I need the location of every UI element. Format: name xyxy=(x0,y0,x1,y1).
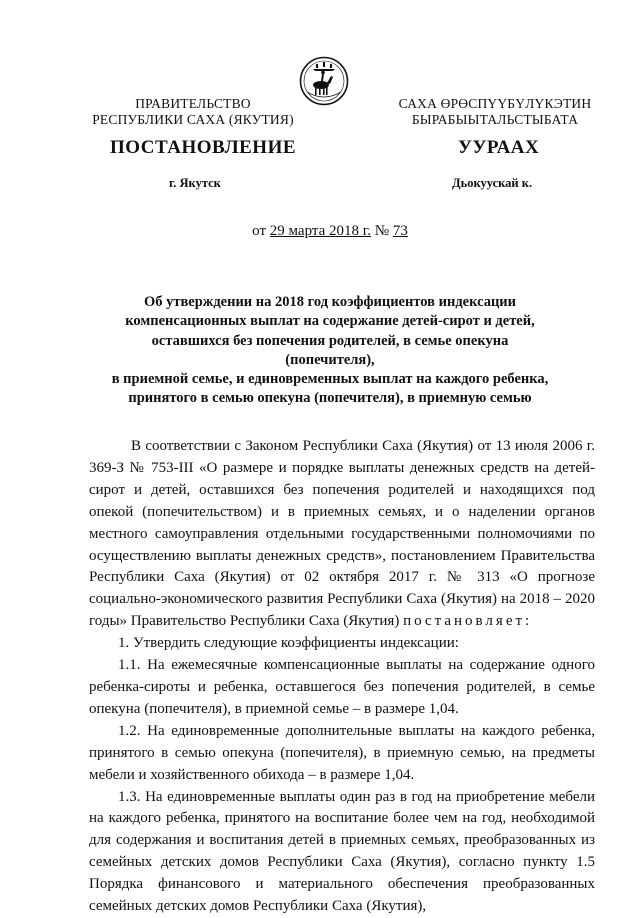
document-title xyxy=(108,293,552,409)
doc-type-sakha: УУРААХ xyxy=(458,137,540,158)
doc-type-ru: ПОСТАНОВЛЕНИЕ xyxy=(110,137,297,158)
item-1-3: 1.3. На единовременные выплаты один раз в год на приобретение мебели на каждого ребенка, принятого на воспитание более чем на год, необходимой для содержания и воспитания детей в приемных семьях, преобразованных из семейных детских домов Республики Саха (Якутия), согласно пункту 1.5 Порядка финансового и материального обеспечения преобразованных семейных детских домов Республики Саха (Якутия), xyxy=(89,788,595,915)
org-name-sakha xyxy=(380,96,610,128)
item-1: 1. Утвердить следующие коэффициенты индексации: xyxy=(118,635,459,652)
preamble-paragraph xyxy=(89,436,595,633)
date-number-line xyxy=(0,223,640,240)
title-line: Об утверждении на 2018 год коэффициентов индексации xyxy=(143,294,517,310)
title-line: в приемной семье, и единовременных выплат на каждого ребенка, xyxy=(111,371,549,388)
title-line: оставшихся без попечения родителей, в семье опекуна (попечителя), xyxy=(151,332,509,368)
item-1-1: 1.1. На ежемесячные компенсационные выплаты на содержание одного ребенка-сироты и ребенка, оставшегося без попечения родителей, в семье опекуна (попечителя), в приемной семье – в размере 1,04. xyxy=(89,657,595,717)
item-1-2: 1.2. На единовременные дополнительные выплаты на каждого ребенка, принятого в семью опекуна (попечителя), в приемную семью, на предметы мебели и хозяйственного обихода – в размере 1,04. xyxy=(89,722,595,783)
document-body xyxy=(89,436,595,918)
resolves-word: постановляет: xyxy=(403,613,533,630)
number-sign: № xyxy=(374,223,390,239)
org-name-ru xyxy=(88,96,298,128)
date-prefix: от xyxy=(252,223,267,239)
preamble-text: В соответствии с Законом Республики Саха (Якутия) от 13 июля 2006 г. 369-З № 753-III «О размере и порядке выплаты денежных средств на детей-сирот и детей, оставшихся без попечения родителей и находящихся под опекой (попечительством) и в приемных семьях, и о наделении органов местного самоуправления отдельными государственными полномочиями по осуществлению выплаты денежных средств», постановлением Правительства Республики Саха (Якутия) от 02 октября 2017 г. № 313 «О прогнозе социально-экономического развития Республики Саха (Якутия) на 2018 – 2020 годы» Правительство Республики Саха (Якутия) xyxy=(89,438,595,630)
document-date: 29 марта 2018 г. xyxy=(269,223,371,239)
city-ru: г. Якутск xyxy=(169,176,221,190)
org-name-ru-line1: ПРАВИТЕЛЬСТВО xyxy=(135,96,251,111)
org-name-ru-line2: РЕСПУБЛИКИ САХА (ЯКУТИЯ) xyxy=(92,112,294,127)
coat-of-arms-icon xyxy=(299,56,349,106)
document-number: 73 xyxy=(392,223,408,239)
org-name-sakha-line2: БЫРАБЫЫТАЛЬСТЫБАТА xyxy=(411,112,579,127)
org-name-sakha-line1: САХА ӨРӨСПҮҮБҮЛҮКЭТИН xyxy=(398,96,592,111)
title-line: принятого в семью опекуна (попечителя), в приемную семью xyxy=(128,390,532,407)
city-sakha: Дьокуускай к. xyxy=(452,176,533,190)
title-line: компенсационных выплат на содержание детей-сирот и детей, xyxy=(125,313,535,330)
